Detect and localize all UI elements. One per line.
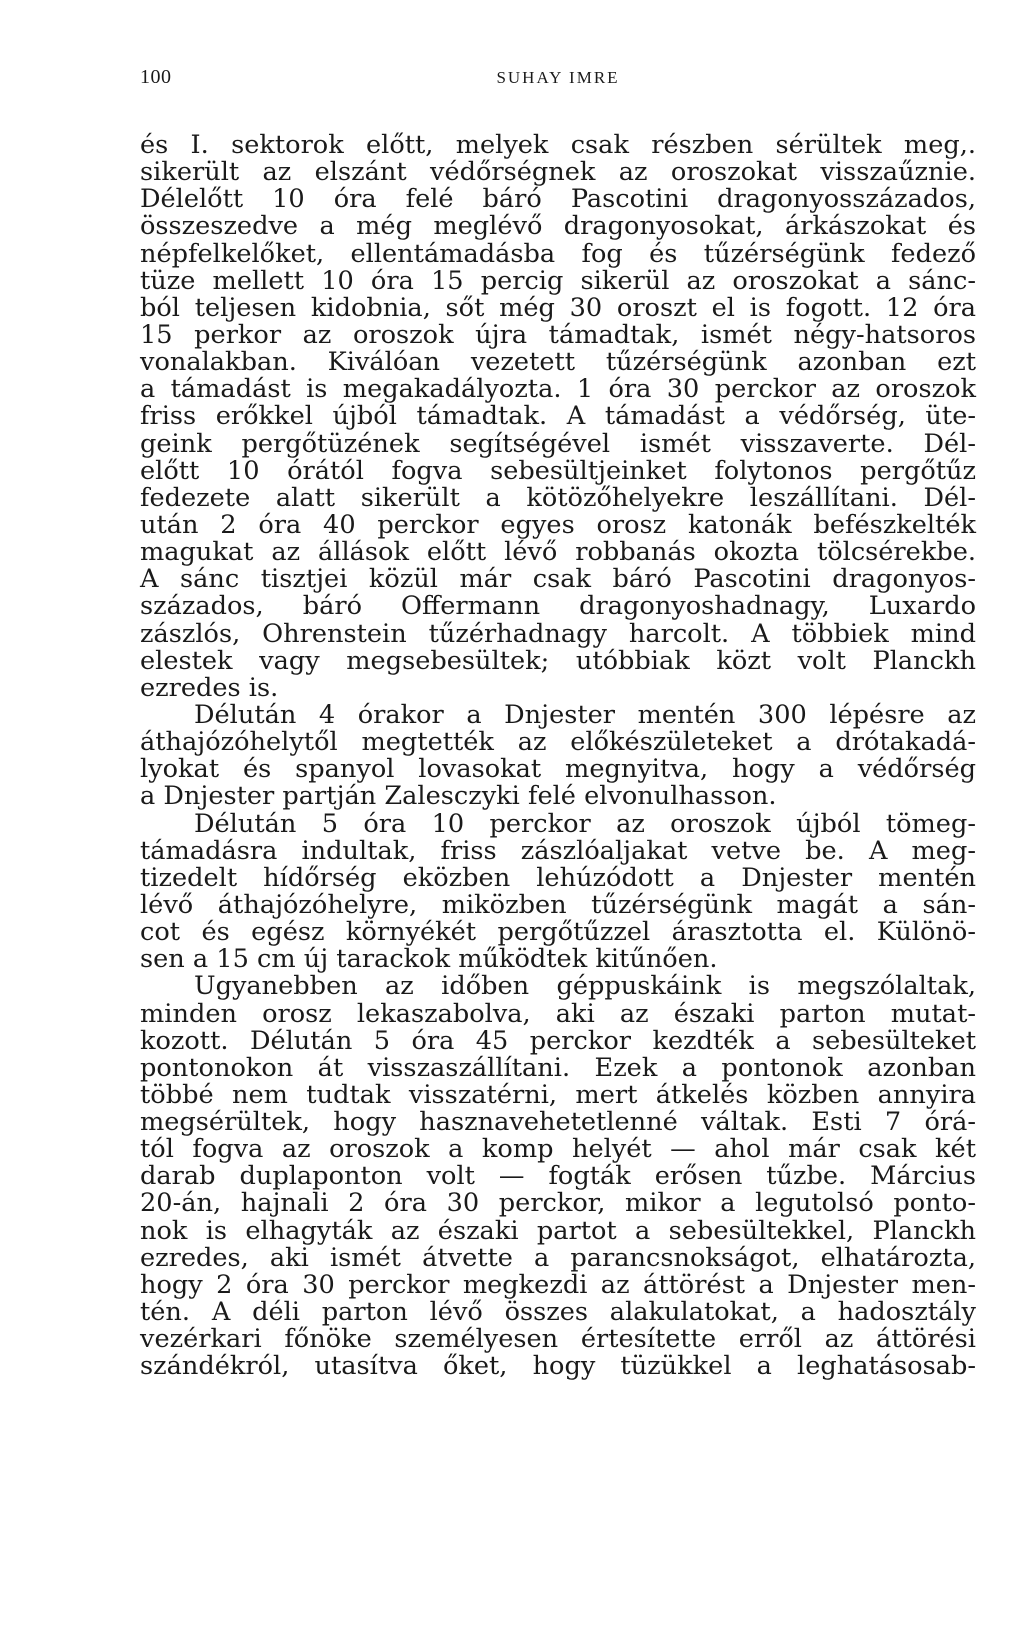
text-line: nok is elhagyták az északi partot a sebesültekkel, Planckh	[140, 1215, 976, 1246]
text-line: népfelkelőket, ellentámadásba fog és tűzérségünk fedező	[140, 238, 976, 269]
page-header	[140, 66, 976, 90]
text-line: magukat az állások előtt lévő robbanás okozta tölcsérekbe.	[140, 537, 976, 568]
text-line: friss erőkkel újból támadtak. A támadást a védőrség, üte-	[140, 401, 976, 432]
text-line: minden orosz lekaszabolva, aki az északi parton mutat-	[140, 998, 976, 1029]
text-line: 15 perkor az oroszok újra támadtak, ismét négy-hatsoros	[140, 319, 976, 350]
text-line: kozott. Délután 5 óra 45 perckor kezdték a sebesülteket	[140, 1025, 976, 1056]
text-line: cot és egész környékét pergőtűzzel árasztotta el. Különö-	[140, 917, 976, 948]
text-line: pontonokon át visszaszállítani. Ezek a pontonok azonban	[140, 1052, 976, 1083]
text-line: 20-án, hajnali 2 óra 30 perckor, mikor a legutolsó ponto-	[140, 1188, 976, 1219]
text-line: tól fogva az oroszok a komp helyét — ahol már csak két	[140, 1134, 976, 1165]
text-line: összeszedve a még meglévő dragonyosokat, árkászokat és	[140, 211, 976, 242]
text-line: sikerült az elszánt védőrségnek az oroszokat visszaűznie.	[140, 157, 976, 188]
text-line: ból teljesen kidobnia, sőt még 30 oroszt el is fogott. 12 óra	[140, 292, 976, 323]
text-line: zászlós, Ohrenstein tűzérhadnagy harcolt. A többiek mind	[140, 618, 976, 649]
text-line: tüze mellett 10 óra 15 percig sikerül az oroszokat a sánc-	[140, 265, 976, 296]
text-line: után 2 óra 40 perckor egyes orosz katonák befészkelték	[140, 509, 976, 540]
text-line: megsérültek, hogy hasznavehetetlenné váltak. Esti 7 órá-	[140, 1107, 976, 1138]
text-line: a Dnjester partján Zalesczyki felé elvonulhasson.	[140, 781, 777, 812]
text-line: előtt 10 órától fogva sebesültjeinket folytonos pergőtűz	[140, 455, 976, 486]
text-line: vonalakban. Kiválóan vezetett tűzérségünk azonban ezt	[140, 347, 976, 378]
text-line: a támadást is megakadályozta. 1 óra 30 perckor az oroszok	[140, 374, 976, 405]
text-line: geink pergőtüzének segítségével ismét visszaverte. Dél-	[140, 428, 976, 459]
text-line: Délután 5 óra 10 perckor az oroszok újból tömeg-	[194, 808, 976, 839]
text-line: lévő áthajózóhelyre, miközben tűzérségünk magát a sán-	[140, 889, 976, 920]
text-line: Ugyanebben az időben géppuskáink is megszólaltak,	[194, 971, 976, 1002]
text-line: ezredes is.	[140, 672, 279, 703]
text-line: tén. A déli parton lévő összes alakulatokat, a hadosztály	[140, 1297, 976, 1328]
text-line: támadásra indultak, friss zászlóaljakat vetve be. A meg-	[140, 835, 976, 866]
text-line: és I. sektorok előtt, melyek csak részben sérültek meg,.	[140, 130, 976, 160]
text-line: lyokat és spanyol lovasokat megnyitva, hogy a védőrség	[140, 754, 976, 785]
text-line: A sánc tisztjei közül már csak báró Pascotini dragonyos-	[140, 564, 976, 595]
text-line: áthajózóhelytől megtették az előkészületeket a drótakadá-	[140, 727, 976, 758]
text-line: darab duplaponton volt — fogták erősen tűzbe. Március	[140, 1161, 976, 1192]
text-line: szándékról, utasítva őket, hogy tüzükkel a leghatásosab-	[140, 1351, 976, 1382]
text-line: vezérkari főnöke személyesen értesítette erről az áttörési	[140, 1324, 976, 1355]
text-line: fedezete alatt sikerült a kötözőhelyekre leszállítani. Dél-	[140, 482, 976, 513]
text-line: hogy 2 óra 30 perckor megkezdi az áttörést a Dnjester men-	[140, 1269, 976, 1300]
text-line: ezredes, aki ismét átvette a parancsnokságot, elhatározta,	[140, 1242, 976, 1273]
text-line: százados, báró Offermann dragonyoshadnagy, Luxardo	[140, 591, 976, 622]
running-title: SUHAY IMRE	[496, 68, 620, 87]
text-line: Délután 4 órakor a Dnjester mentén 300 lépésre az	[194, 699, 976, 730]
text-line: többé nem tudtak visszatérni, mert átkelés közben annyira	[140, 1079, 976, 1110]
body-text	[140, 132, 976, 1380]
text-line: elestek vagy megsebesültek; utóbbiak közt volt Planckh	[140, 645, 976, 676]
text-line: sen a 15 cm új tarackok működtek kitűnően.	[140, 944, 718, 975]
page-number: 100	[140, 66, 172, 88]
text-line: Délelőtt 10 óra felé báró Pascotini dragonyosszázados,	[140, 184, 976, 215]
text-line: tizedelt hídőrség eközben lehúzódott a Dnjester mentén	[140, 862, 976, 893]
